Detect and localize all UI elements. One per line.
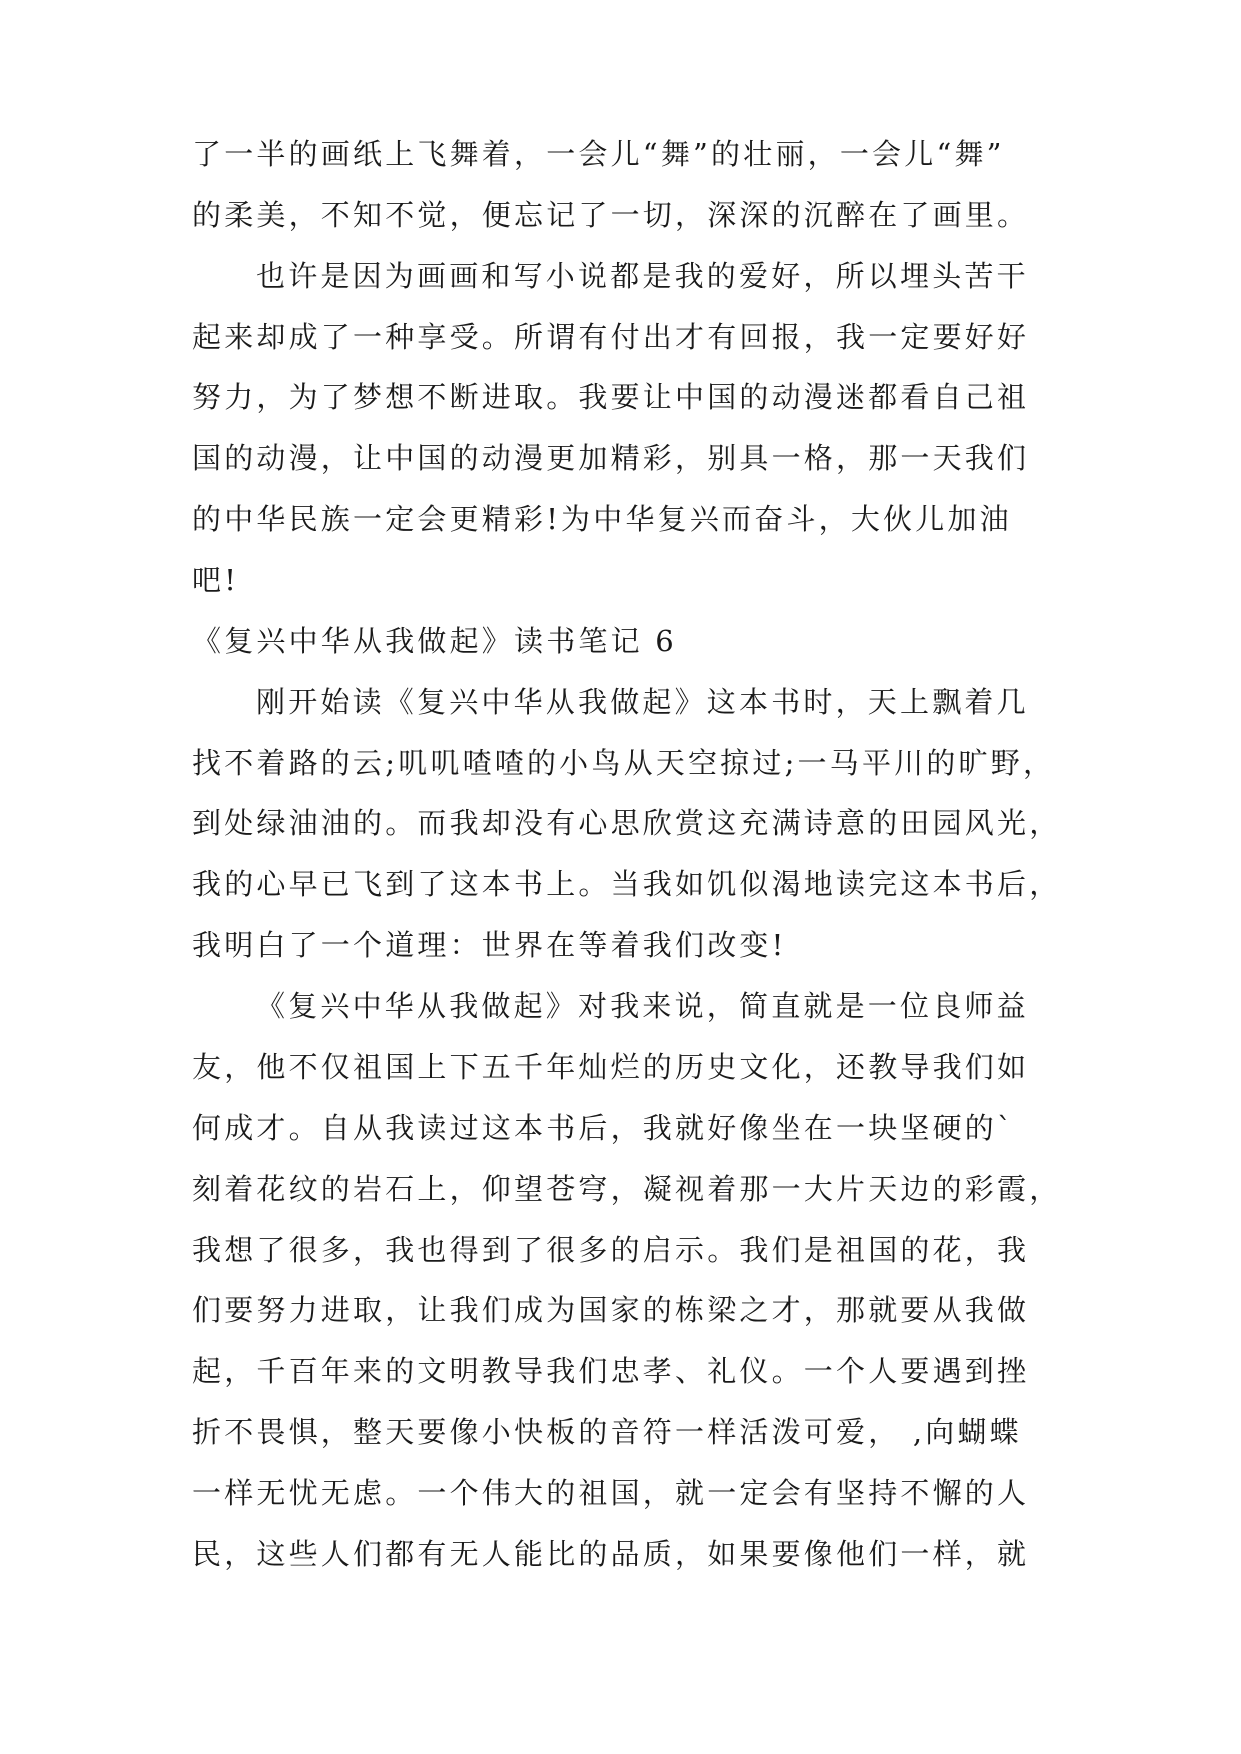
text-line: 起，千百年来的文明教导我们忠孝、礼仪。一个人要遇到挫 <box>192 1354 1030 1388</box>
paragraph-first-line: 也许是因为画画和写小说都是我的爱好，所以埋头苦干 <box>256 259 1029 293</box>
text-line: 我明白了一个道理：世界在等着我们改变! <box>192 928 787 962</box>
text-line: 友，他不仅祖国上下五千年灿烂的历史文化，还教导我们如 <box>192 1050 1030 1084</box>
text-line: 国的动漫，让中国的动漫更加精彩，别具一格，那一天我们 <box>192 441 1030 475</box>
text-line: 刻着花纹的岩石上，仰望苍穹，凝视着那一大片天边的彩霞， <box>192 1172 1062 1206</box>
text-line: 的中华民族一定会更精彩!为中华复兴而奋斗，大伙儿加油 <box>192 502 1012 536</box>
text-line: 了一半的画纸上飞舞着，一会儿“舞”的壮丽，一会儿“舞” <box>192 137 1005 171</box>
section-heading: 《复兴中华从我做起》读书笔记 6 <box>192 624 677 658</box>
text-line: 到处绿油油的。而我却没有心思欣赏这充满诗意的田园风光， <box>192 806 1062 840</box>
text-line: 努力，为了梦想不断进取。我要让中国的动漫迷都看自己祖 <box>192 380 1030 414</box>
paragraph-first-line: 《复兴中华从我做起》对我来说，简直就是一位良师益 <box>256 989 1029 1023</box>
text-line: 我的心早已飞到了这本书上。当我如饥似渴地读完这本书后， <box>192 867 1062 901</box>
text-line: 民，这些人们都有无人能比的品质，如果要像他们一样，就 <box>192 1537 1030 1571</box>
text-line: 吧! <box>192 563 240 597</box>
text-line: 起来却成了一种享受。所谓有付出才有回报，我一定要好好 <box>192 320 1030 354</box>
text-line: 一样无忧无虑。一个伟大的祖国，就一定会有坚持不懈的人 <box>192 1476 1030 1510</box>
text-line: 我想了很多，我也得到了很多的启示。我们是祖国的花，我 <box>192 1233 1030 1267</box>
text-line: 们要努力进取，让我们成为国家的栋梁之才，那就要从我做 <box>192 1293 1030 1327</box>
text-line: 的柔美，不知不觉，便忘记了一切，深深的沉醉在了画里。 <box>192 198 1030 232</box>
paragraph-first-line: 刚开始读《复兴中华从我做起》这本书时，天上飘着几 <box>256 685 1029 719</box>
text-line: 折不畏惧，整天要像小快板的音符一样活泼可爱， ,向蝴蝶 <box>192 1415 1022 1449</box>
text-line: 何成才。自从我读过这本书后，我就好像坐在一块坚硬的` <box>192 1111 1015 1145</box>
text-line: 找不着路的云;叽叽喳喳的小鸟从天空掠过;一马平川的旷野， <box>192 746 1056 780</box>
